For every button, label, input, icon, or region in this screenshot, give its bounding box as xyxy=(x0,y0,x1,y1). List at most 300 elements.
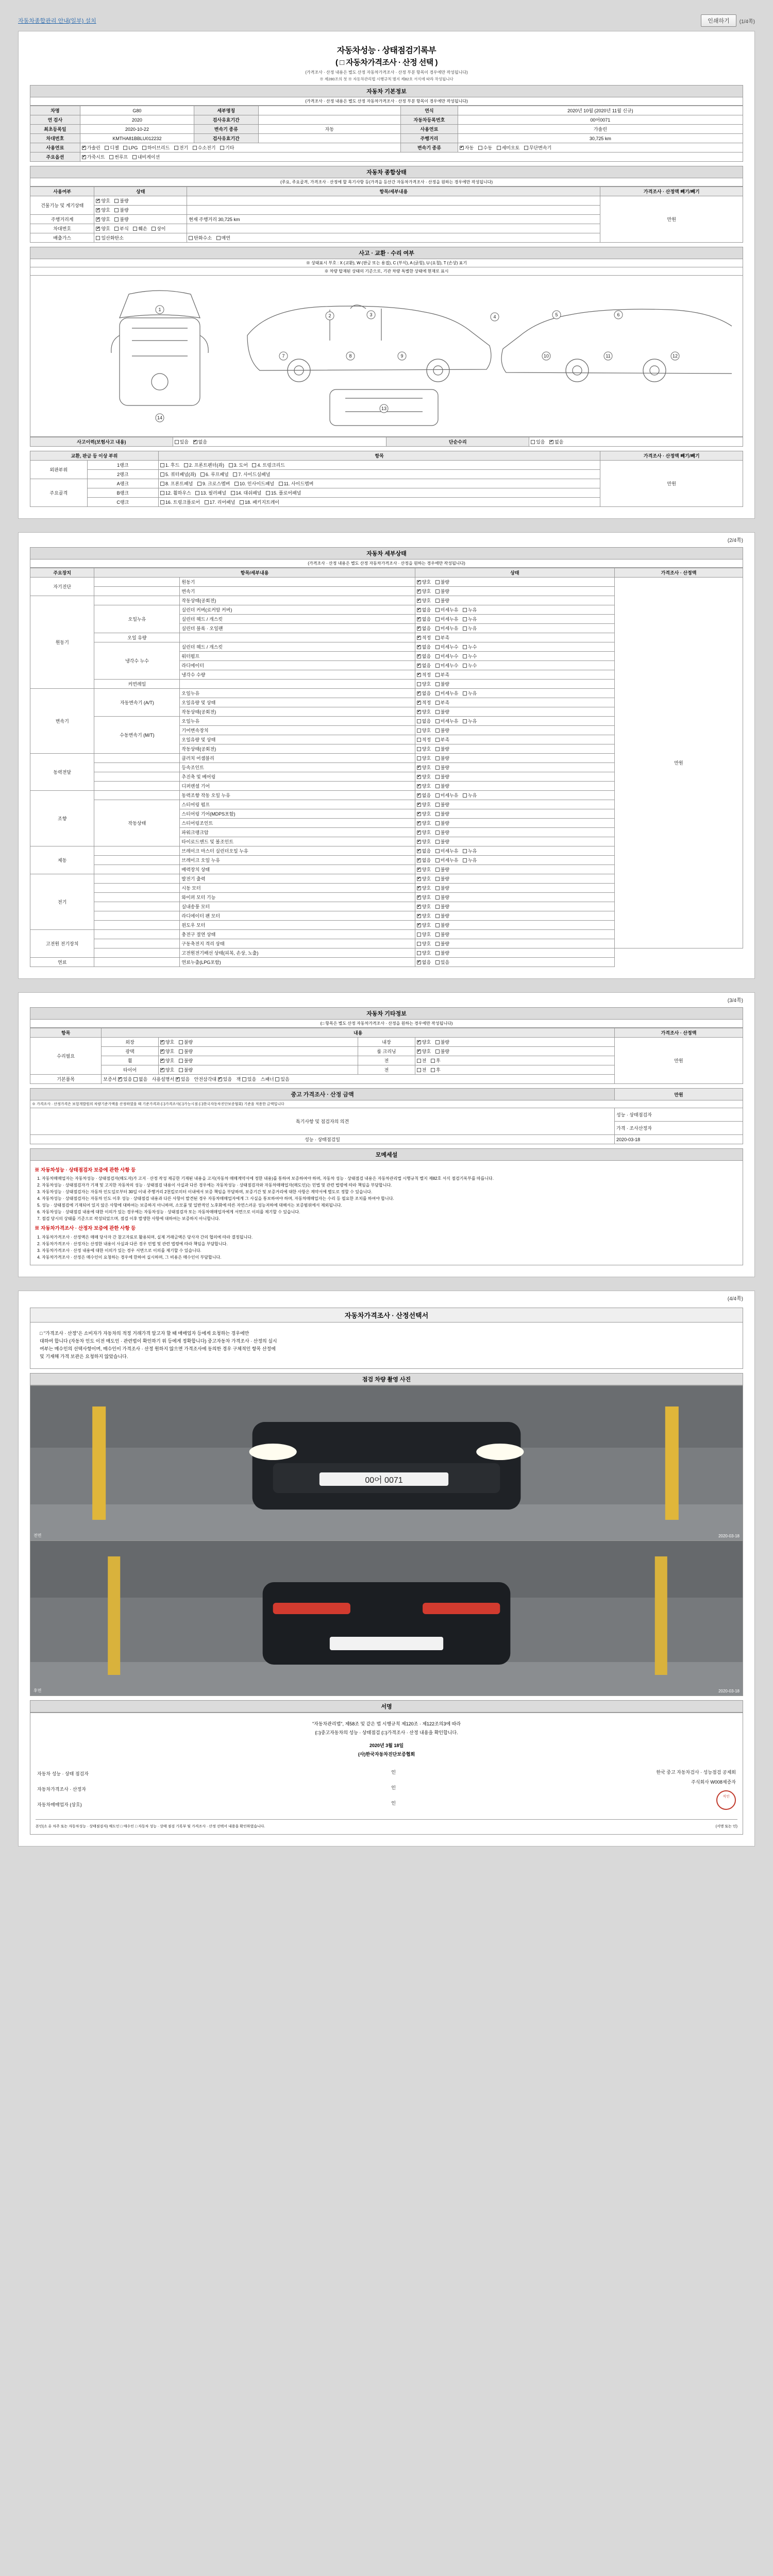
el2-bad-check[interactable] xyxy=(435,895,440,900)
section-overall-title: 자동차 종합상태 xyxy=(30,166,743,178)
frame-item-4-check[interactable] xyxy=(252,463,256,467)
ext-good-check[interactable] xyxy=(160,1040,164,1044)
option-sunroof-check[interactable] xyxy=(109,155,113,159)
row-label-fn: 건물기능 및 계기상태 xyxy=(30,196,94,215)
st2-bad-check[interactable] xyxy=(435,812,440,816)
emission-hc-check[interactable] xyxy=(189,236,193,240)
tr0-none-check[interactable] xyxy=(417,691,421,696)
eng-state-5[interactable]: ✔ 없음 미세누수 누수 xyxy=(415,642,614,652)
hv1-bad-check[interactable] xyxy=(435,942,440,946)
tr-state-5[interactable]: 적정 부족 xyxy=(415,735,614,744)
st4-bad-check[interactable] xyxy=(435,831,440,835)
eng-state-9[interactable]: 양호 불량 xyxy=(415,680,614,689)
eng-item-2: 실린더 헤드 / 개스킷 xyxy=(180,615,415,624)
el-state-0[interactable]: ✔ 양호 불량 xyxy=(415,874,614,884)
eng1-leak-check[interactable] xyxy=(463,608,467,612)
frame-item-15-check[interactable] xyxy=(266,491,270,495)
tr-item-2: 작동상태(공회전) xyxy=(180,707,415,717)
eng4-ok-check[interactable] xyxy=(417,636,421,640)
eng6-none-check[interactable] xyxy=(417,654,421,658)
el1-good-check[interactable] xyxy=(417,886,421,890)
el-item-4: 라디에이터 팬 모터 xyxy=(180,911,415,921)
toolbar xyxy=(18,14,755,27)
frame-item-5-check[interactable] xyxy=(160,472,164,477)
eng7-micro-check[interactable] xyxy=(435,664,440,668)
br-state-0[interactable]: ✔ 없음 미세누유 누유 xyxy=(415,846,614,856)
tr4-bad-check[interactable] xyxy=(435,728,440,733)
etc-polish-label: 광택 xyxy=(102,1047,159,1056)
br-item-1: 브레이크 오일 누유 xyxy=(180,856,415,865)
el2-good-check[interactable] xyxy=(417,895,421,900)
section-etc-title: 자동차 기타정보 xyxy=(30,1007,743,1020)
tr0-micro-check[interactable] xyxy=(435,691,440,696)
page-title: 자동차성능 · 상태점검기록부 xyxy=(337,46,436,55)
pw3-bad-check[interactable] xyxy=(435,784,440,788)
install-link[interactable]: 자동차종합관리 안내(일부) 설치 xyxy=(18,18,96,24)
tr1-ok-check[interactable] xyxy=(417,701,421,705)
warranty-no-check[interactable] xyxy=(133,1077,138,1081)
tr-item-0: 오일누유 xyxy=(180,689,415,698)
br1-none-check[interactable] xyxy=(417,858,421,862)
el1-bad-check[interactable] xyxy=(435,886,440,890)
fuel-options[interactable]: ✔ 가솔린 디젤 LPG 하이브리드 전기 수소전기 기타 xyxy=(80,143,400,152)
br-state-1[interactable]: ✔ 없음 미세누유 누유 xyxy=(415,856,614,865)
frame-item-14-check[interactable] xyxy=(231,491,235,495)
el4-bad-check[interactable] xyxy=(435,914,440,918)
frame-items-2[interactable]: 5. 쿼터패널(좌) 6. 루프패널 7. 사이드실패널 xyxy=(158,470,600,479)
st-state-1[interactable]: ✔ 양호 불량 xyxy=(415,800,614,809)
fuel-opt-lpg-check[interactable] xyxy=(123,146,127,150)
eng2-leak-check[interactable] xyxy=(463,617,467,621)
eng-state-7[interactable]: ✔ 없음 미세누수 누수 xyxy=(415,661,614,670)
hv-sub-2 xyxy=(94,948,180,958)
manual-yes-check[interactable] xyxy=(176,1077,180,1081)
br-state-2[interactable]: ✔ 양호 불량 xyxy=(415,865,614,874)
trans-options[interactable]: ✔ 자동 수동 세미오토 무단변속기 xyxy=(458,143,743,152)
pw-state-0[interactable]: 양호 불량 xyxy=(415,754,614,763)
wheel-rear-check[interactable] xyxy=(431,1059,435,1063)
fu0-yes-check[interactable] xyxy=(435,960,440,964)
eng7-leak-check[interactable] xyxy=(463,664,467,668)
el-state-5[interactable]: ✔ 양호 불량 xyxy=(415,921,614,930)
frame-item-6-check[interactable] xyxy=(200,472,205,477)
sd-trans-bad-check[interactable] xyxy=(435,589,440,594)
option-nav-check[interactable] xyxy=(132,155,137,159)
eng-state-0[interactable]: ✔ 양호 불량 xyxy=(415,596,614,605)
trans-opt-semi-check[interactable] xyxy=(497,146,501,150)
photo-front-caption: 전면 xyxy=(33,1533,42,1538)
frame-item-9-check[interactable] xyxy=(197,482,201,486)
accident-yes-check[interactable] xyxy=(175,440,179,444)
eng-state-1[interactable]: ✔ 없음 미세누유 누유 xyxy=(415,605,614,615)
eng0-bad-check[interactable] xyxy=(435,599,440,603)
el4-good-check[interactable] xyxy=(417,914,421,918)
eng8-low-check[interactable] xyxy=(435,673,440,677)
svg-text:10: 10 xyxy=(543,353,549,359)
frame-item-18-check[interactable] xyxy=(240,500,244,504)
eng7-none-check[interactable] xyxy=(417,664,421,668)
row-vin-detail xyxy=(187,224,600,233)
hv-state-1[interactable]: 양호 불량 xyxy=(415,939,614,948)
pw-item-2: 추진축 및 베어링 xyxy=(180,772,415,782)
polish-bad-check[interactable] xyxy=(179,1049,183,1054)
hv2-good-check[interactable] xyxy=(417,951,421,955)
frame-item-2-check[interactable] xyxy=(184,463,188,467)
eng3-leak-check[interactable] xyxy=(463,626,467,631)
etc-tire-pos-label: 전 xyxy=(358,1065,415,1075)
st0-leak-check[interactable] xyxy=(463,793,467,798)
polish-good-check[interactable] xyxy=(160,1049,164,1054)
row-emission-opts[interactable]: 일산화탄소 xyxy=(94,233,187,243)
hv0-good-check[interactable] xyxy=(417,933,421,937)
st4-good-check[interactable] xyxy=(417,831,421,835)
print-button[interactable]: 인쇄하기 xyxy=(701,14,736,27)
vin-good-check[interactable] xyxy=(96,227,100,231)
frame-items-1[interactable]: 1. 후드 2. 프론트펜더(좌) 3. 도어 4. 트렁크리드 xyxy=(158,461,600,470)
eng3-none-check[interactable] xyxy=(417,626,421,631)
guarantee-line: □ "가격조사 · 산정"은 소비자가 자동차의 적정 거래가격 알고자 할 때 매매업자 등에게 요청하는 경우에만 xyxy=(40,1330,249,1336)
eng1-micro-check[interactable] xyxy=(435,608,440,612)
etc-polish-opts[interactable]: ✔ 양호 불량 xyxy=(158,1047,358,1056)
trans-opt-auto-check[interactable] xyxy=(460,146,464,150)
state-selfdiag-trans[interactable]: ✔ 양호 불량 xyxy=(415,587,614,596)
el-item-5: 윈도우 모터 xyxy=(180,921,415,930)
etc-wheel-label: 휠 xyxy=(102,1056,159,1065)
etc-int-label: 내장 xyxy=(358,1038,415,1047)
fuel-opt-gasoline-check[interactable] xyxy=(82,146,86,150)
section-detail-title: 자동차 세부상태 xyxy=(30,547,743,560)
pw1-good-check[interactable] xyxy=(417,766,421,770)
eng2-none-check[interactable] xyxy=(417,617,421,621)
frame-items-a[interactable]: 8. 프론트패널 9. 크로스멤버 10. 인사이드패널 11. 사이드멤버 xyxy=(158,479,600,488)
etc-ext-opts[interactable]: ✔ 양호 불량 xyxy=(158,1038,358,1047)
inspect-date-label: 성능 · 상태점검일 xyxy=(30,1135,615,1144)
frame-item-10-check[interactable] xyxy=(234,482,239,486)
detail-col-state: 상태 xyxy=(415,568,614,578)
section-basic-title: 자동차 기본정보 xyxy=(30,85,743,97)
etc-wheel-pos-opts[interactable]: 전 후 xyxy=(415,1056,614,1065)
signature-box xyxy=(30,1713,743,1835)
el-state-3[interactable]: ✔ 양호 불량 xyxy=(415,902,614,911)
simple-repair-opts[interactable]: 있음 ✔ 없음 xyxy=(529,437,743,447)
st0-micro-check[interactable] xyxy=(435,793,440,798)
option-list[interactable]: ✔ 가죽시트 썬루프 내비게이션 xyxy=(80,152,743,162)
item-selfdiag-engine: 원동기 xyxy=(180,578,415,587)
sd-trans-good-check[interactable] xyxy=(417,589,421,594)
sd-engine-bad-check[interactable] xyxy=(435,580,440,584)
frame-items-c[interactable]: 16. 트렁크플로어 17. 리어패널 18. 패키지트레이 xyxy=(158,498,600,507)
value-car-name: G80 xyxy=(80,106,194,115)
hv2-bad-check[interactable] xyxy=(435,951,440,955)
eng-state-3[interactable]: ✔ 없음 미세누유 누유 xyxy=(415,624,614,633)
value-mileage: 30,725 km xyxy=(458,134,743,143)
eng-state-4[interactable]: ✔ 적정 부족 xyxy=(415,633,614,642)
wheel-front-check[interactable] xyxy=(417,1059,421,1063)
svg-text:4: 4 xyxy=(493,314,496,319)
tr0-leak-check[interactable] xyxy=(463,691,467,696)
br2-good-check[interactable] xyxy=(417,868,421,872)
svg-text:12: 12 xyxy=(672,353,678,359)
tr5-ok-check[interactable] xyxy=(417,738,421,742)
sd-engine-good-check[interactable] xyxy=(417,580,421,584)
pw-item-1: 등속조인트 xyxy=(180,763,415,772)
tr-state-1[interactable]: ✔ 적정 부족 xyxy=(415,698,614,707)
tr3-none-check[interactable] xyxy=(417,719,421,723)
tr2-good-check[interactable] xyxy=(417,710,421,714)
fuel-opt-electric-check[interactable] xyxy=(174,146,178,150)
trans-opt-manual-check[interactable] xyxy=(478,146,482,150)
tr4-good-check[interactable] xyxy=(417,728,421,733)
eng4-low-check[interactable] xyxy=(435,636,440,640)
odo-bad-check[interactable] xyxy=(114,217,119,222)
tr2-bad-check[interactable] xyxy=(435,710,440,714)
value-first-reg: 2020-10-22 xyxy=(80,125,194,134)
br0-leak-check[interactable] xyxy=(463,849,467,853)
row-emission-detail[interactable]: 탄화수소 매연 xyxy=(187,233,600,243)
label-accident-history: 사고이력(보험사고 내용) xyxy=(30,437,173,447)
item-selfdiag-trans: 변속기 xyxy=(180,587,415,596)
el0-good-check[interactable] xyxy=(417,877,421,881)
eng5-none-check[interactable] xyxy=(417,645,421,649)
fu-item-0: 연료누출(LPG포함) xyxy=(180,958,415,967)
tr-state-3[interactable]: 없음 미세누유 누유 xyxy=(415,717,614,726)
br-item-0: 브레이크 마스터 실린더오일 누유 xyxy=(180,846,415,856)
signature-line-2: (□)중고자동차의 성능 · 상태점검 (□)가격조사 · 산정 내용을 확인합니다. xyxy=(315,1730,458,1735)
pw-state-3[interactable]: ✔ 양호 불량 xyxy=(415,782,614,791)
fu-state-0[interactable]: ✔ 없음 있음 xyxy=(415,958,614,967)
value-regno: 00어0071 xyxy=(458,115,743,125)
pw0-bad-check[interactable] xyxy=(435,756,440,760)
br2-bad-check[interactable] xyxy=(435,868,440,872)
st5-bad-check[interactable] xyxy=(435,840,440,844)
frame-item-1-check[interactable] xyxy=(160,463,164,467)
engine-good-check[interactable] xyxy=(96,208,100,212)
el5-good-check[interactable] xyxy=(417,923,421,927)
hv-state-0[interactable]: 양호 불량 xyxy=(415,930,614,939)
st1-bad-check[interactable] xyxy=(435,803,440,807)
tr-state-2[interactable]: ✔ 양호 불량 xyxy=(415,707,614,717)
tr6-bad-check[interactable] xyxy=(435,747,440,751)
frame-item-8-check[interactable] xyxy=(160,482,164,486)
fuel-opt-hybrid-check[interactable] xyxy=(142,146,146,150)
frame-items-b[interactable]: 12. 휠하우스 13. 필러패널 14. 대쉬패널 15. 플로어패널 xyxy=(158,488,600,498)
group-powertrain: 동력전달 xyxy=(30,754,94,791)
st5-good-check[interactable] xyxy=(417,840,421,844)
st-state-2[interactable]: ✔ 양호 불량 xyxy=(415,809,614,819)
int-good-check[interactable] xyxy=(417,1040,421,1044)
row-odo-opts[interactable]: ✔ 양호 불량 xyxy=(94,215,187,224)
warranty-yes-check[interactable] xyxy=(118,1077,122,1081)
frame-item-12-check[interactable] xyxy=(160,491,164,495)
st0-none-check[interactable] xyxy=(417,793,421,798)
frame-area-main: 주요골격 xyxy=(30,479,88,507)
repair-yes-check[interactable] xyxy=(531,440,535,444)
label-fuel-opts: 사용연료 xyxy=(30,143,80,152)
st-state-3[interactable]: ✔ 양호 불량 xyxy=(415,819,614,828)
emission-co-check[interactable] xyxy=(96,236,100,240)
el-sub-2 xyxy=(94,893,180,902)
eng-state-2[interactable]: ✔ 없음 미세누유 누유 xyxy=(415,615,614,624)
tr5-low-check[interactable] xyxy=(435,738,440,742)
etc-wheel-opts[interactable]: ✔ 양호 불량 xyxy=(158,1056,358,1065)
el-state-4[interactable]: ✔ 양호 불량 xyxy=(415,911,614,921)
st3-bad-check[interactable] xyxy=(435,821,440,825)
st2-good-check[interactable] xyxy=(417,812,421,816)
pw-state-1[interactable]: ✔ 양호 불량 xyxy=(415,763,614,772)
eng1-none-check[interactable] xyxy=(417,608,421,612)
car-diagram-svg xyxy=(41,279,732,433)
tr-state-6[interactable]: 양호 불량 xyxy=(415,744,614,754)
etc-tire-opts[interactable]: ✔ 양호 불량 xyxy=(158,1065,358,1075)
hv1-good-check[interactable] xyxy=(417,942,421,946)
value-vin: KMTHA81BBLU012232 xyxy=(80,134,194,143)
wheel-good-check[interactable] xyxy=(160,1059,164,1063)
el3-good-check[interactable] xyxy=(417,905,421,909)
br1-micro-check[interactable] xyxy=(435,858,440,862)
option-leather-check[interactable] xyxy=(82,155,86,159)
photo-rear xyxy=(30,1541,743,1696)
clean-good-check[interactable] xyxy=(417,1049,421,1054)
st3-good-check[interactable] xyxy=(417,821,421,825)
group-electric: 전기 xyxy=(30,874,94,930)
value-valid-2 xyxy=(258,134,401,143)
row-engine-opts[interactable]: ✔양호 불량 xyxy=(94,206,187,215)
svg-text:8: 8 xyxy=(349,353,352,359)
frame-col-area: 교환, 판금 등 이상 부위 xyxy=(30,451,159,461)
el0-bad-check[interactable] xyxy=(435,877,440,881)
clean-bad-check[interactable] xyxy=(435,1049,440,1054)
fn-bad-check[interactable] xyxy=(114,199,119,203)
pw0-good-check[interactable] xyxy=(417,756,421,760)
detail-col-group: 주요장치 xyxy=(30,568,94,578)
memo-item: 7. 점검 당시의 상태를 기준으로 작성되었으며, 점검 이후 발생한 사항에 대하여는 보증하지 아니합니다. xyxy=(42,1216,738,1222)
etc-tire-pos-opts[interactable]: 전 후 xyxy=(415,1065,614,1075)
eng6-micro-check[interactable] xyxy=(435,654,440,658)
fu0-none-check[interactable] xyxy=(417,960,421,964)
state-selfdiag-engine[interactable]: ✔ 양호 불량 xyxy=(415,578,614,587)
tire-rear-check[interactable] xyxy=(431,1068,435,1072)
eng-state-6[interactable]: ✔ 없음 미세누수 누수 xyxy=(415,652,614,661)
tire-bad-check[interactable] xyxy=(179,1068,183,1072)
br0-none-check[interactable] xyxy=(417,849,421,853)
fuel-opt-etc-check[interactable] xyxy=(220,146,224,150)
eng8-ok-check[interactable] xyxy=(417,673,421,677)
fuel-opt-hydrogen-check[interactable] xyxy=(193,146,197,150)
fuel-opt-diesel-check[interactable] xyxy=(105,146,109,150)
frame-item-16-check[interactable] xyxy=(160,500,164,504)
pw-state-2[interactable]: ✔ 양호 불량 xyxy=(415,772,614,782)
pw1-bad-check[interactable] xyxy=(435,766,440,770)
eng5-leak-check[interactable] xyxy=(463,645,467,649)
st-item-2: 스티어링 기어(MDPS포함) xyxy=(180,809,415,819)
accident-history-opts[interactable]: 있음 ✔ 없음 xyxy=(173,437,386,447)
repair-no-check[interactable] xyxy=(549,440,553,444)
int-bad-check[interactable] xyxy=(435,1040,440,1044)
eng-state-8[interactable]: ✔ 적정 부족 xyxy=(415,670,614,680)
ext-bad-check[interactable] xyxy=(179,1040,183,1044)
memo-title: 모메세설 xyxy=(30,1148,743,1161)
el-state-2[interactable]: ✔ 양호 불량 xyxy=(415,893,614,902)
pw3-good-check[interactable] xyxy=(417,784,421,788)
vin-corrosion-check[interactable] xyxy=(114,227,119,231)
tire-front-check[interactable] xyxy=(417,1068,421,1072)
st1-good-check[interactable] xyxy=(417,803,421,807)
frame-item-17-check[interactable] xyxy=(205,500,209,504)
photo-rear-timestamp: 2020-03-18 xyxy=(718,1688,740,1693)
frame-item-13-check[interactable] xyxy=(195,491,199,495)
br1-leak-check[interactable] xyxy=(463,858,467,862)
value-valid xyxy=(258,115,401,125)
etc-tire-label: 타이어 xyxy=(102,1065,159,1075)
hv0-bad-check[interactable] xyxy=(435,933,440,937)
br0-micro-check[interactable] xyxy=(435,849,440,853)
frame-item-11-check[interactable] xyxy=(279,482,283,486)
fn-good-check[interactable] xyxy=(96,199,100,203)
st-state-5[interactable]: ✔ 양호 불량 xyxy=(415,837,614,846)
eng3-micro-check[interactable] xyxy=(435,626,440,631)
eng9-good-check[interactable] xyxy=(417,682,421,686)
eng9-bad-check[interactable] xyxy=(435,682,440,686)
frame-item-7-check[interactable] xyxy=(233,472,237,477)
tr3-micro-check[interactable] xyxy=(435,719,440,723)
tire-good-check[interactable] xyxy=(160,1068,164,1072)
eng5-micro-check[interactable] xyxy=(435,645,440,649)
tr6-good-check[interactable] xyxy=(417,747,421,751)
vin-diff-check[interactable] xyxy=(152,227,156,231)
tr-sub-at: 자동변속기 (A/T) xyxy=(94,689,180,717)
spanner-yes-check[interactable] xyxy=(275,1077,279,1081)
trans-opt-cvt-check[interactable] xyxy=(524,146,528,150)
eng6-leak-check[interactable] xyxy=(463,654,467,658)
frame-item-3-check[interactable] xyxy=(229,463,233,467)
st-state-0[interactable]: ✔ 없음 미세누유 누유 xyxy=(415,791,614,800)
el3-bad-check[interactable] xyxy=(435,905,440,909)
vin-damaged-check[interactable] xyxy=(133,227,137,231)
odo-good-check[interactable] xyxy=(96,217,100,222)
overall-price-value: 만원 xyxy=(600,196,743,243)
pw2-good-check[interactable] xyxy=(417,775,421,779)
etc-basic-items[interactable]: 보증서 ✔ 있음 없음 사용설명서 ✔ 있음 안전삼각대 ✔ 있음 잭 있음 스패너 있음 xyxy=(102,1075,615,1084)
tr3-leak-check[interactable] xyxy=(463,719,467,723)
frame-rank-a: A랭크 xyxy=(87,479,158,488)
etc-int-opts[interactable]: ✔ 양호 불량 xyxy=(415,1038,614,1047)
engine-bad-check[interactable] xyxy=(114,208,119,212)
el-sub-4 xyxy=(94,911,180,921)
triangle-yes-check[interactable] xyxy=(218,1077,222,1081)
etc-col-content: 내용 xyxy=(102,1028,615,1038)
br-sub-1 xyxy=(94,856,180,865)
emission-smoke-check[interactable] xyxy=(216,236,221,240)
jack-yes-check[interactable] xyxy=(242,1077,246,1081)
pw2-bad-check[interactable] xyxy=(435,775,440,779)
row-fn-opts[interactable]: ✔양호 불량 xyxy=(94,196,187,206)
wheel-bad-check[interactable] xyxy=(179,1059,183,1063)
st-state-4[interactable]: ✔ 양호 불량 xyxy=(415,828,614,837)
etc-basic-items-label: 기본품목 xyxy=(30,1075,102,1084)
accident-no-check[interactable] xyxy=(193,440,197,444)
eng2-micro-check[interactable] xyxy=(435,617,440,621)
el-state-1[interactable]: ✔ 양호 불량 xyxy=(415,884,614,893)
el5-bad-check[interactable] xyxy=(435,923,440,927)
tr1-low-check[interactable] xyxy=(435,701,440,705)
eng0-good-check[interactable] xyxy=(417,599,421,603)
etc-clean-opts[interactable]: ✔ 양호 불량 xyxy=(415,1047,614,1056)
row-vin-opts[interactable]: ✔ 양호 부식 훼손 상이 xyxy=(94,224,187,233)
frame-rank-1: 1랭크 xyxy=(87,461,158,470)
tr-state-0[interactable]: ✔ 없음 미세누유 누유 xyxy=(415,689,614,698)
tr-state-4[interactable]: 양호 불량 xyxy=(415,726,614,735)
hv-state-2[interactable]: 양호 불량 xyxy=(415,948,614,958)
